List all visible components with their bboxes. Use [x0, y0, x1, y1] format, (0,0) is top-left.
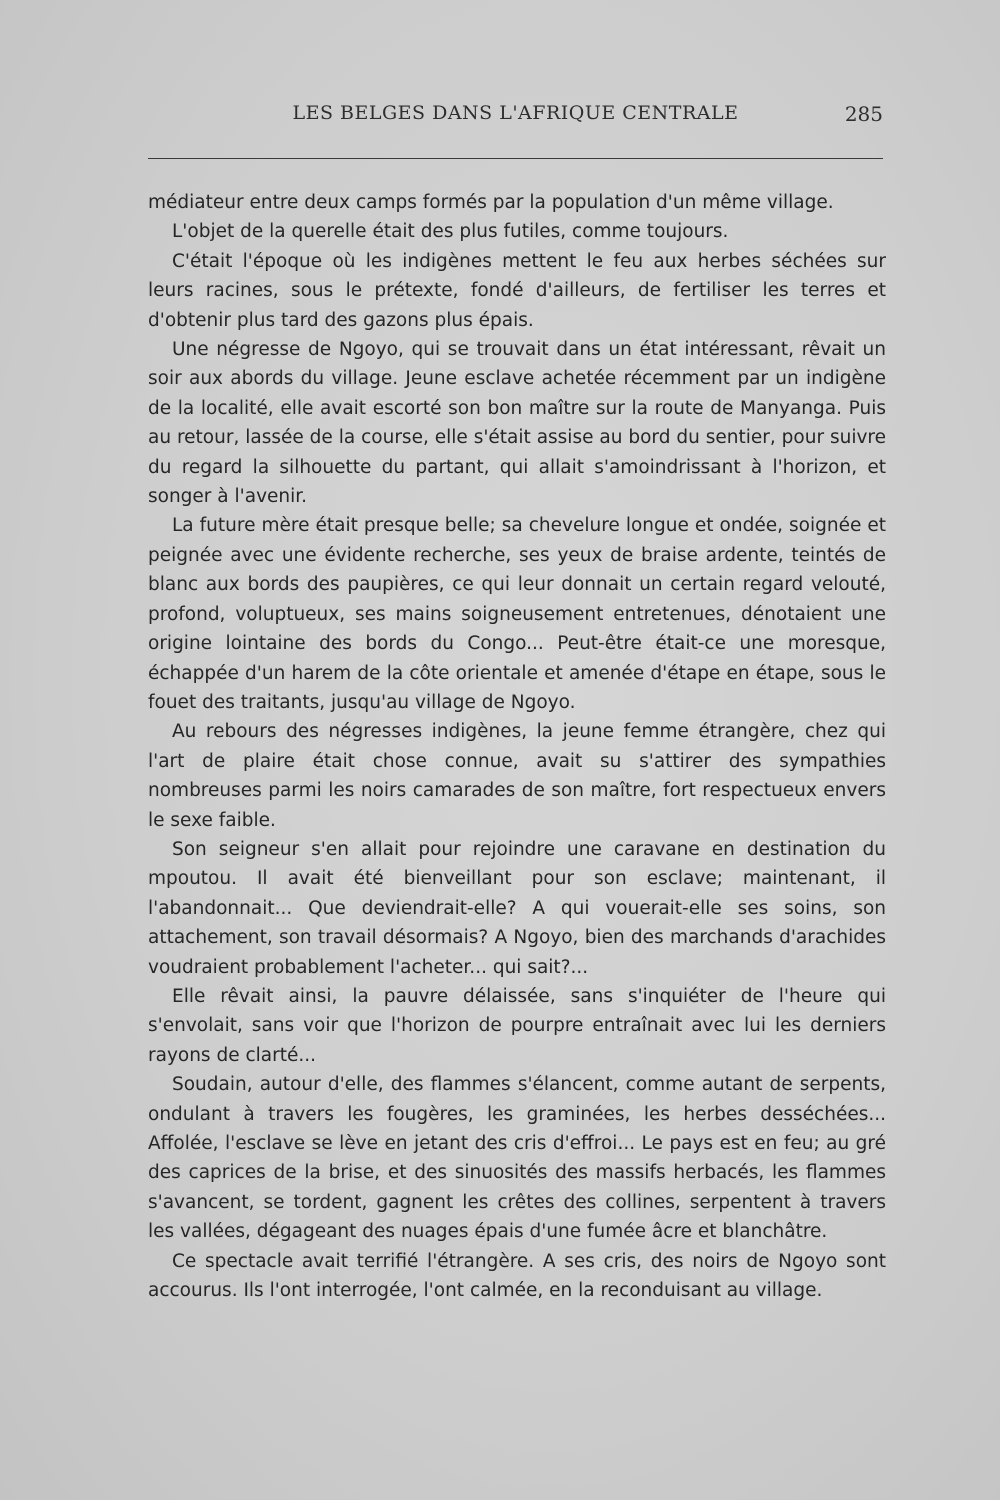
paragraph-1: médiateur entre deux camps formés par la population d'un même village. [148, 192, 834, 213]
paragraph-2: L'objet de la querelle était des plus futiles, comme toujours. [172, 221, 729, 243]
paragraph-5: La future mère était presque belle; sa chevelure longue et ondée, soignée et peignée avec une évidente recherche, ses yeux de braise ardente, teintés de blanc aux bords des paupières, ce qui leur donnait un certain regard velouté, profond, voluptueux, ses mains soigneusement entretenues, dénotaient une origine lointaine des bords du Congo... Peut-être était-ce une moresque, échappée d'un harem de la côte orientale et amenée d'étape en étape, sous le fouet des traitants, jusqu'au village de Ngoyo. [148, 515, 886, 713]
paragraph-10: Ce spectacle avait terrifié l'étrangère. A ses cris, des noirs de Ngoyo sont accourus. Ils l'ont interrogée, l'ont calmée, en la reconduisant au village. [148, 1250, 886, 1302]
running-title: LES BELGES DANS L'AFRIQUE CENTRALE [292, 102, 739, 124]
header-rule [148, 158, 883, 159]
paragraph-9: Soudain, autour d'elle, des flammes s'élancent, comme autant de serpents, ondulant à travers les fougères, les graminées, les herbes desséchées... Affolée, l'esclave se lève en jetant des cris d'effroi... Le pays est en feu; au gré des caprices de la brise, et des sinuosités des massifs herbacés, les flammes s'avancent, se tordent, gagnent les crêtes des collines, serpentent à travers les vallées, dégageant des nuages épais d'une fumée âcre et blanchâtre. [148, 1074, 886, 1243]
paragraph-6: Au rebours des négresses indigènes, la jeune femme étrangère, chez qui l'art de plaire était chose connue, avait su s'attirer des sympathies nombreuses parmi les noirs camarades de son maître, fort respectueux envers le sexe faible. [148, 721, 886, 831]
running-head [148, 102, 883, 132]
paragraph-8: Elle rêvait ainsi, la pauvre délaissée, sans s'inquiéter de l'heure qui s'envolait, sans voir que l'horizon de pourpre entraînait avec lui les derniers rayons de clarté... [148, 985, 886, 1066]
body-text [148, 188, 886, 1305]
paragraph-7: Son seigneur s'en allait pour rejoindre une caravane en destination du mpoutou. Il avait été bienveillant pour son esclave; maintenant, il l'abandonnait... Que deviendrait-elle? A qui vouerait-elle ses soins, son attachement, son travail désormais? A Ngoyo, bien des marchands d'arachides voudraient probablement l'acheter... qui sait?... [148, 838, 886, 978]
page-number: 285 [844, 102, 883, 126]
paragraph-4: Une négresse de Ngoyo, qui se trouvait dans un état intéressant, rêvait un soir aux abords du village. Jeune esclave achetée récemment par un indigène de la localité, elle avait escorté son bon maître sur la route de Manyanga. Puis au retour, lassée de la course, elle s'était assise au bord du sentier, pour suivre du regard la silhouette du partant, qui allait s'amoindrissant à l'horizon, et songer à l'avenir. [148, 339, 886, 508]
paragraph-3: C'était l'époque où les indigènes mettent le feu aux herbes séchées sur leurs racines, sous le prétexte, fondé d'ailleurs, de fertiliser les terres et d'obtenir plus tard des gazons plus épais. [148, 250, 886, 331]
